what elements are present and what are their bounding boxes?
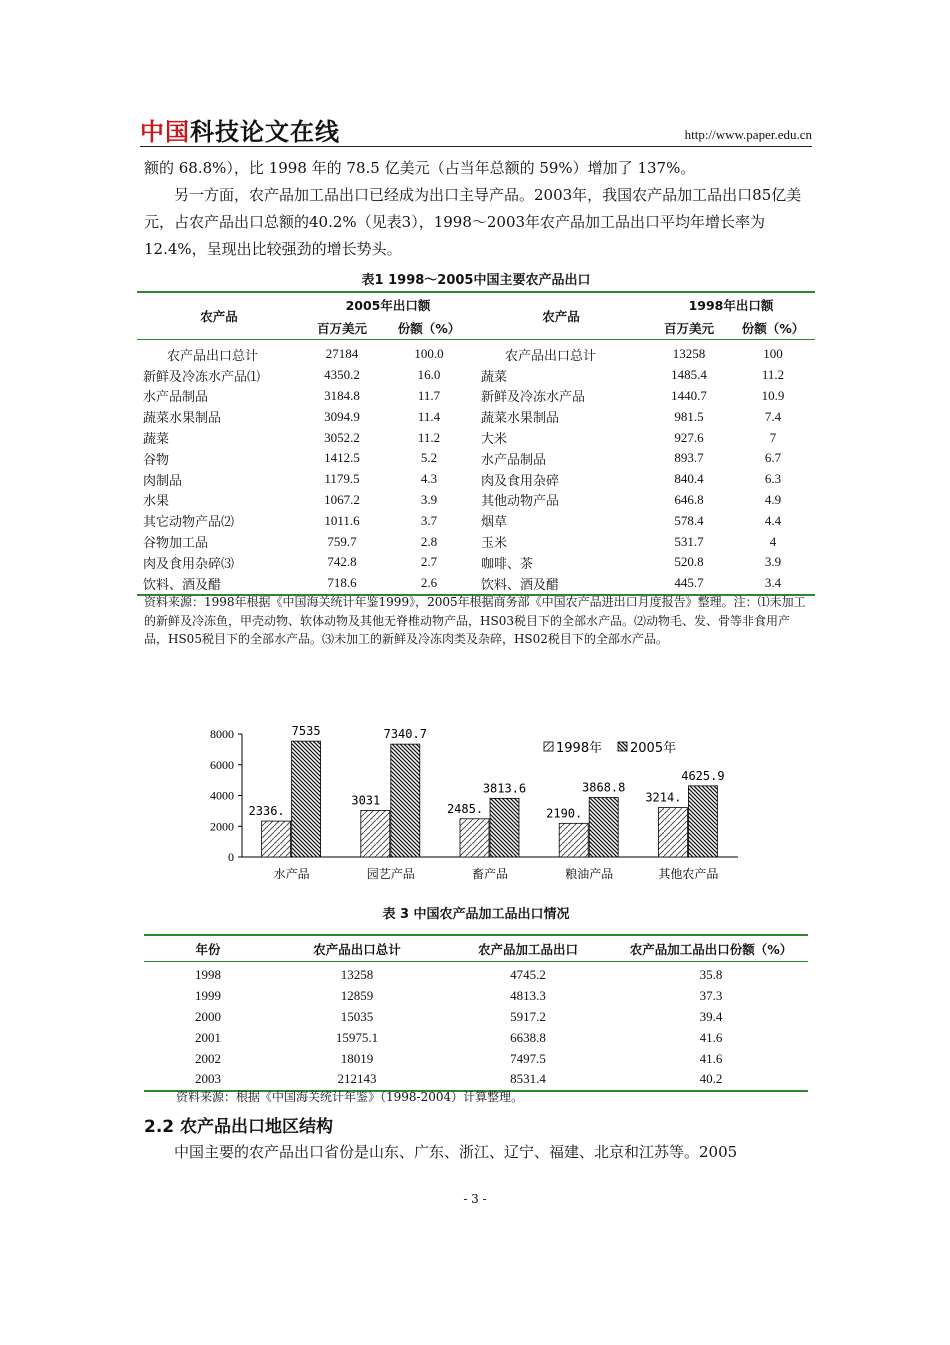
table3-cell: 4745.2 <box>510 967 546 983</box>
table1-caption: 表1 1998～2005中国主要农产品出口 <box>361 273 591 288</box>
table1-cell-share-1998: 4 <box>769 533 777 549</box>
table1-cell-share-1998: 3.4 <box>731 573 815 595</box>
table1-cell-product-2005: 饮料、酒及醋 <box>137 573 301 595</box>
table1-header-product: 农产品 <box>137 292 301 340</box>
table1-cell-value-1998: 927.6 <box>674 429 704 445</box>
table1-cell-product-1998: 玉米 <box>481 535 508 551</box>
table1-cell-share-1998: 6.7 <box>764 450 782 466</box>
chart-y-tick-label: 6000 <box>210 757 234 772</box>
chart-bar-1998 <box>559 823 588 857</box>
chart-data-label: 3031 <box>351 793 381 808</box>
table3-row <box>144 1048 808 1069</box>
table3-cell: 2002 <box>195 1050 221 1066</box>
chart-data-label: 3868.8 <box>582 780 626 795</box>
chart-bar-2005 <box>688 786 717 857</box>
chart-data-label: 2485. <box>446 801 484 816</box>
table3-cell: 15975.1 <box>335 1029 379 1045</box>
table3-cell: 5917.2 <box>510 1008 546 1024</box>
table1-cell-share-1998: 4.4 <box>764 512 782 528</box>
table1-cell-product-2005: 新鲜及冷冻水产品⑴ <box>143 368 261 384</box>
table1-header-share: 份额（%） <box>383 316 475 340</box>
table1-cell-share-1998: 4.9 <box>764 491 782 507</box>
table1-cell-share-2005: 2.8 <box>420 533 438 549</box>
table1-cell-share-1998: 3.9 <box>764 554 782 570</box>
table1-cell-value-2005: 4350.2 <box>324 367 360 383</box>
table3-cell: 12859 <box>340 988 374 1004</box>
chart-data-label: 7340.7 <box>383 727 427 742</box>
table3-cell: 7497.5 <box>510 1050 546 1066</box>
chart-data-label: 3813.6 <box>482 781 527 796</box>
chart-data-label: 2190. <box>546 806 583 821</box>
table1-header-musd: 百万美元 <box>301 316 383 340</box>
chart-data-label: 2336. <box>248 804 285 819</box>
table3-row <box>144 1027 808 1048</box>
table1-row <box>137 365 815 386</box>
table3-cell: 37.3 <box>699 988 723 1004</box>
table1-cell-product-2005: 肉及食用杂碎⑶ <box>143 555 235 571</box>
table1-cell-product-1998: 大米 <box>481 431 508 447</box>
table1-header-1998: 1998年出口额 <box>647 292 815 316</box>
table1-cell-value-1998: 531.7 <box>674 533 704 549</box>
header-url: http://www.paper.edu.cn <box>684 127 812 142</box>
chart-bar-2005 <box>292 741 321 857</box>
table1-cell-value-1998: 445.7 <box>647 573 731 595</box>
section-text: 中国主要的农产品出口省份是山东、广东、浙江、辽宁、福建、北京和江苏等。2005 <box>174 1143 738 1161</box>
table1-note: 资料来源：1998年根据《中国海关统计年鉴1999》，2005年根据商务部《中国农产品进出口月度报告》整理。注：⑴未加工的新鲜及冷冻鱼，甲壳动物、软体动物及其他无脊椎动物产品，HS03税目下的全部水产品。⑵动物毛、发、骨等非食用产品，HS05税目下的全部水产品。⑶未加工的新鲜及冷冻肉类及杂碎，HS02税目下的全部水产品。 <box>144 595 806 646</box>
chart-bar-1998 <box>460 819 489 857</box>
table3-row <box>144 986 808 1007</box>
table1-cell-product-2005: 谷物加工品 <box>143 535 209 551</box>
table3-header-cell: 农产品出口总计 <box>272 935 442 962</box>
table1-cell-product-1998: 水产品制品 <box>481 451 547 467</box>
table1-cell-share-2005: 3.7 <box>420 512 438 528</box>
table3-header-cell: 农产品加工品出口 <box>442 935 614 962</box>
table1-row <box>137 573 815 595</box>
table1-cell-product-1998: 农产品出口总计 <box>505 347 597 363</box>
table1-cell-share-1998: 11.2 <box>761 367 785 383</box>
table1-cell-value-2005: 718.6 <box>301 573 383 595</box>
chart-data-label: 7535 <box>291 724 321 739</box>
table1-cell-share-2005: 11.2 <box>417 429 441 445</box>
table3-cell: 41.6 <box>699 1029 723 1045</box>
table1-cell-share-2005: 11.7 <box>417 387 441 403</box>
intro-text <box>144 155 810 263</box>
table1-row <box>137 531 815 552</box>
chart-category-label: 畜产品 <box>471 867 509 881</box>
table1-cell-value-2005: 1412.5 <box>324 450 360 466</box>
export-bar-chart <box>190 718 750 888</box>
chart-bar-1998 <box>361 810 390 857</box>
table3-cell: 13258 <box>340 967 374 983</box>
table1-cell-share-1998: 6.3 <box>764 471 782 487</box>
table1-cell-product-2005: 其它动物产品⑵ <box>143 514 235 530</box>
section-heading: 2.2 农产品出口地区结构 <box>144 1117 334 1137</box>
table1-cell-value-1998: 13258 <box>672 346 706 362</box>
table3-cell: 35.8 <box>699 967 723 983</box>
chart-y-tick-label: 0 <box>228 850 234 864</box>
table1-header-musd: 百万美元 <box>647 316 731 340</box>
table3-source: 资料来源：根据《中国海关统计年鉴》（1998-2004）计算整理。 <box>176 1090 524 1104</box>
table3 <box>144 934 808 1092</box>
table1-cell-product-2005: 蔬菜水果制品 <box>143 410 222 426</box>
table1-row <box>137 490 815 511</box>
table1-cell-value-1998: 893.7 <box>674 450 704 466</box>
page-header <box>140 112 812 147</box>
table1-cell-value-1998: 1440.7 <box>671 387 707 403</box>
chart-data-label: 3214. <box>645 790 682 805</box>
table1-row <box>137 469 815 490</box>
table1-cell-share-2005: 100.0 <box>414 346 444 362</box>
table1-cell-product-1998: 新鲜及冷冻水产品 <box>481 389 586 405</box>
journal-logo: 中国科技论文在线 <box>140 118 340 146</box>
table1-cell-value-1998: 520.8 <box>674 554 704 570</box>
table3-cell: 2001 <box>195 1029 221 1045</box>
table3-row <box>144 1007 808 1028</box>
table1-cell-product-1998: 饮料、酒及醋 <box>475 573 647 595</box>
chart-data-label: 4625.9 <box>681 768 725 783</box>
chart-legend-swatch <box>618 742 627 751</box>
table1-cell-value-1998: 646.8 <box>674 491 704 507</box>
table1-row <box>137 552 815 573</box>
table1-cell-product-2005: 水产品制品 <box>143 389 209 405</box>
table1-cell-product-2005: 水果 <box>143 493 170 509</box>
table1-cell-value-2005: 1067.2 <box>324 491 360 507</box>
table1-cell-value-2005: 1179.5 <box>324 471 360 487</box>
table1-cell-value-1998: 578.4 <box>674 512 704 528</box>
table3-cell: 15035 <box>340 1008 374 1024</box>
table3-row <box>144 962 808 986</box>
table3-cell: 40.2 <box>614 1069 808 1091</box>
table3-caption: 表 3 中国农产品加工品出口情况 <box>382 907 570 922</box>
table1-cell-product-1998: 蔬菜 <box>481 368 508 384</box>
table1-cell-share-1998: 10.9 <box>761 387 785 403</box>
table3-cell: 1999 <box>195 988 221 1004</box>
table1-body <box>137 340 815 595</box>
table1-cell-value-2005: 742.8 <box>327 554 357 570</box>
table1-header-product: 农产品 <box>475 292 647 340</box>
table1-cell-product-2005: 农产品出口总计 <box>167 347 259 363</box>
table3-cell: 39.4 <box>699 1008 723 1024</box>
intro-paragraph: 另一方面，农产品加工品出口已经成为出口主导产品。2003年，我国农产品加工品出口85亿美元，占农产品出口总额的40.2%（见表3），1998～2003年农产品加工品出口平均年增长率为12.4%，呈现出比较强劲的增长势头。 <box>144 186 802 258</box>
chart-y-tick-label: 2000 <box>210 819 234 834</box>
table1-cell-product-1998: 其他动物产品 <box>481 493 560 509</box>
table1-cell-value-2005: 3094.9 <box>324 408 360 424</box>
table3-cell: 1998 <box>195 967 221 983</box>
table3-cell: 4813.3 <box>510 988 546 1004</box>
table1-row <box>137 386 815 407</box>
table1-row <box>137 448 815 469</box>
table1-header-2005: 2005年出口额 <box>301 292 475 316</box>
chart-bar-2005 <box>391 744 420 857</box>
table1-cell-product-1998: 烟草 <box>481 514 508 530</box>
chart-category-label: 水产品 <box>273 867 310 881</box>
table1-cell-product-1998: 肉及食用杂碎 <box>481 472 560 488</box>
table3-cell: 212143 <box>272 1069 442 1091</box>
chart-legend-label: 2005年 <box>630 741 677 756</box>
table1-cell-value-2005: 759.7 <box>327 533 357 549</box>
table1-cell-product-1998: 咖啡、茶 <box>481 555 534 571</box>
table1-cell-share-2005: 4.3 <box>420 471 438 487</box>
table1-cell-value-1998: 981.5 <box>674 408 704 424</box>
table1-cell-product-2005: 谷物 <box>143 451 170 467</box>
page-number: - 3 - <box>463 1192 487 1206</box>
chart-legend-swatch <box>544 742 553 751</box>
table1-cell-share-2005: 5.2 <box>420 450 438 466</box>
table1-cell-share-2005: 2.7 <box>420 554 438 570</box>
table1-cell-share-1998: 7 <box>769 429 777 445</box>
table1-cell-value-2005: 1011.6 <box>324 512 360 528</box>
table3-body <box>144 962 808 1091</box>
table1-cell-value-1998: 1485.4 <box>671 367 707 383</box>
table3-cell: 18019 <box>340 1050 374 1066</box>
table1-row <box>137 406 815 427</box>
table1-header-share: 份额（%） <box>731 316 815 340</box>
chart-category-label: 园艺产品 <box>366 867 415 881</box>
table3-cell: 8531.4 <box>442 1069 614 1091</box>
table1-row <box>137 427 815 448</box>
table1-cell-value-2005: 27184 <box>325 346 359 362</box>
table1-cell-share-2005: 16.0 <box>417 367 441 383</box>
intro-line: 额的 68.8%），比 1998 年的 78.5 亿美元（占当年总额的 59%）增加了 137%。 <box>144 159 696 177</box>
chart-bar-1998 <box>262 821 291 857</box>
chart-y-tick-label: 4000 <box>210 788 234 803</box>
chart-category-label: 其他农产品 <box>658 867 719 881</box>
table3-cell: 2000 <box>195 1008 221 1024</box>
table1-cell-value-2005: 3184.8 <box>324 387 360 403</box>
chart-legend-label: 1998年 <box>556 741 603 756</box>
table1 <box>137 291 815 596</box>
chart-y-tick-label: 8000 <box>210 727 234 741</box>
table1-cell-share-1998: 7.4 <box>764 408 782 424</box>
table1-row <box>137 340 815 365</box>
table1-cell-share-2005: 2.6 <box>383 573 475 595</box>
table1-cell-share-2005: 11.4 <box>417 408 441 424</box>
table1-cell-value-1998: 840.4 <box>674 471 704 487</box>
table3-cell: 6638.8 <box>510 1029 546 1045</box>
table1-row <box>137 510 815 531</box>
table1-cell-share-1998: 100 <box>763 346 783 362</box>
chart-bar-2005 <box>589 798 618 857</box>
table1-cell-share-2005: 3.9 <box>420 491 438 507</box>
chart-category-label: 粮油产品 <box>565 867 614 881</box>
table1-cell-value-2005: 3052.2 <box>324 429 360 445</box>
table1-cell-product-1998: 蔬菜水果制品 <box>481 410 560 426</box>
table3-header-cell: 年份 <box>144 935 272 962</box>
chart-bar-2005 <box>490 798 519 857</box>
table3-header-row <box>144 935 808 962</box>
table3-header-cell: 农产品加工品出口份额（%） <box>614 935 808 962</box>
table1-cell-product-2005: 肉制品 <box>143 472 183 488</box>
chart-bar-1998 <box>658 808 687 857</box>
table3-cell: 41.6 <box>699 1050 723 1066</box>
table3-cell: 2003 <box>144 1069 272 1091</box>
table1-cell-product-2005: 蔬菜 <box>143 431 170 447</box>
